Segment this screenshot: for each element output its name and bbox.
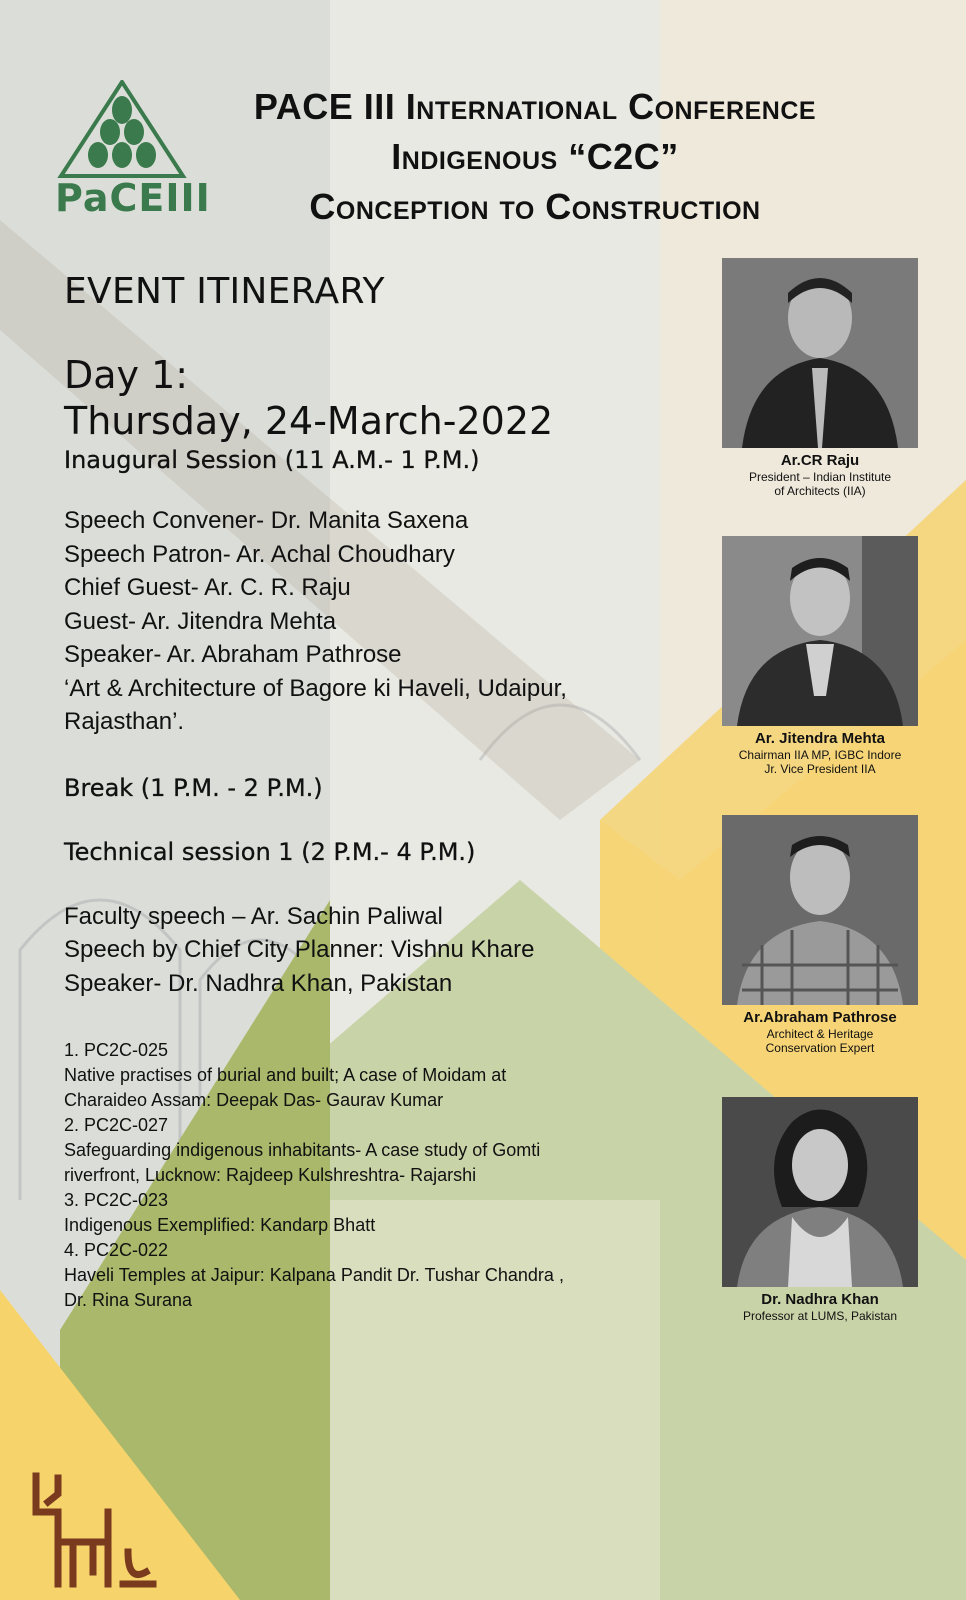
day-label: Day 1: [64,353,189,397]
speaker-name: Ar. Jitendra Mehta [754,730,886,747]
list-item: riverfront, Lucknow: Rajdeep Kulshreshtra- Rajarshi [64,1165,477,1185]
speaker-role: of Architects (IIA) [774,484,866,498]
inaugural-speech-list [64,504,654,739]
speaker-role: Professor at LUMS, Pakistan [742,1309,898,1323]
list-item: 4. PC2C-022 [64,1240,169,1260]
person-silhouette-icon [722,1097,918,1287]
speaker-name: Ar.Abraham Pathrose [743,1009,897,1026]
list-item: ‘Art & Architecture of Bagore ki Haveli, Udaipur, [64,674,567,702]
list-item: Indigenous Exemplified: Kandarp Bhatt [64,1215,376,1235]
list-item: Guest- Ar. Jitendra Mehta [64,607,337,635]
technical-session-title: Technical session 1 (2 P.M.- 4 P.M.) [64,837,476,866]
speaker-name: Ar.CR Raju [780,452,860,469]
list-item: Chief Guest- Ar. C. R. Raju [64,574,351,601]
speaker-card-khan [720,1097,920,1323]
speaker-card-pathrose [720,815,920,1055]
list-item: 2. PC2C-027 [64,1115,169,1135]
technical-speech-list [64,900,654,1001]
person-silhouette-icon [722,815,918,1005]
list-item: Dr. Rina Surana [64,1290,193,1310]
speaker-photo [722,258,918,448]
inaugural-session-title: Inaugural Session (11 A.M.- 1 P.M.) [64,446,480,474]
list-item: Speech by Chief City Planner: Vishnu Khare [64,936,535,963]
list-item: Haveli Temples at Jaipur: Kalpana Pandit Dr. Tushar Chandra , [64,1265,564,1285]
list-item: Rajasthan’. [64,708,185,735]
speaker-role: Jr. Vice President IIA [764,762,876,776]
list-item: 1. PC2C-025 [64,1040,169,1060]
speaker-card-mehta [720,536,920,776]
header-line-2: Indigenous “C2C” [391,136,679,177]
list-item: Speaker- Dr. Nadhra Khan, Pakistan [64,969,453,997]
itinerary-title: EVENT ITINERARY [64,271,385,312]
person-silhouette-icon [722,536,918,726]
day-date: Thursday, 24-March-2022 [64,399,554,443]
leaf-pyramid-icon [55,80,190,180]
deer-glyph-icon [28,1472,158,1592]
list-item: Native practises of burial and built; A case of Moidam at [64,1065,507,1085]
list-item: 3. PC2C-023 [64,1190,169,1210]
speaker-card-raju [720,258,920,498]
speaker-role: Architect & Heritage [766,1027,874,1041]
logo-wordmark: PaCEIII [55,176,211,220]
header-line-1: PACE III International Conference [253,86,817,127]
paper-list [64,1038,654,1313]
person-silhouette-icon [722,258,918,448]
speaker-role: Chairman IIA MP, IGBC Indore [738,748,902,762]
list-item: Speech Patron- Ar. Achal Choudhary [64,540,455,568]
list-item: Faculty speech – Ar. Sachin Paliwal [64,902,443,930]
header-line-3: Conception to Construction [309,186,761,227]
speaker-photo [722,815,918,1005]
speaker-photo [722,536,918,726]
list-item: Speech Convener- Dr. Manita Saxena [64,507,469,534]
list-item: Safeguarding indigenous inhabitants- A case study of Gomti [64,1140,541,1160]
speaker-name: Dr. Nadhra Khan [761,1291,879,1308]
speaker-photo [722,1097,918,1287]
speaker-role: Conservation Expert [765,1041,875,1055]
speaker-role: President – Indian Institute [748,470,892,484]
pace-logo [55,80,211,220]
conference-header [205,82,865,232]
itinerary-panel [64,272,654,1313]
list-item: Speaker- Ar. Abraham Pathrose [64,641,402,668]
break-title: Break (1 P.M. - 2 P.M.) [64,773,323,802]
list-item: Charaideo Assam: Deepak Das- Gaurav Kumar [64,1090,444,1110]
